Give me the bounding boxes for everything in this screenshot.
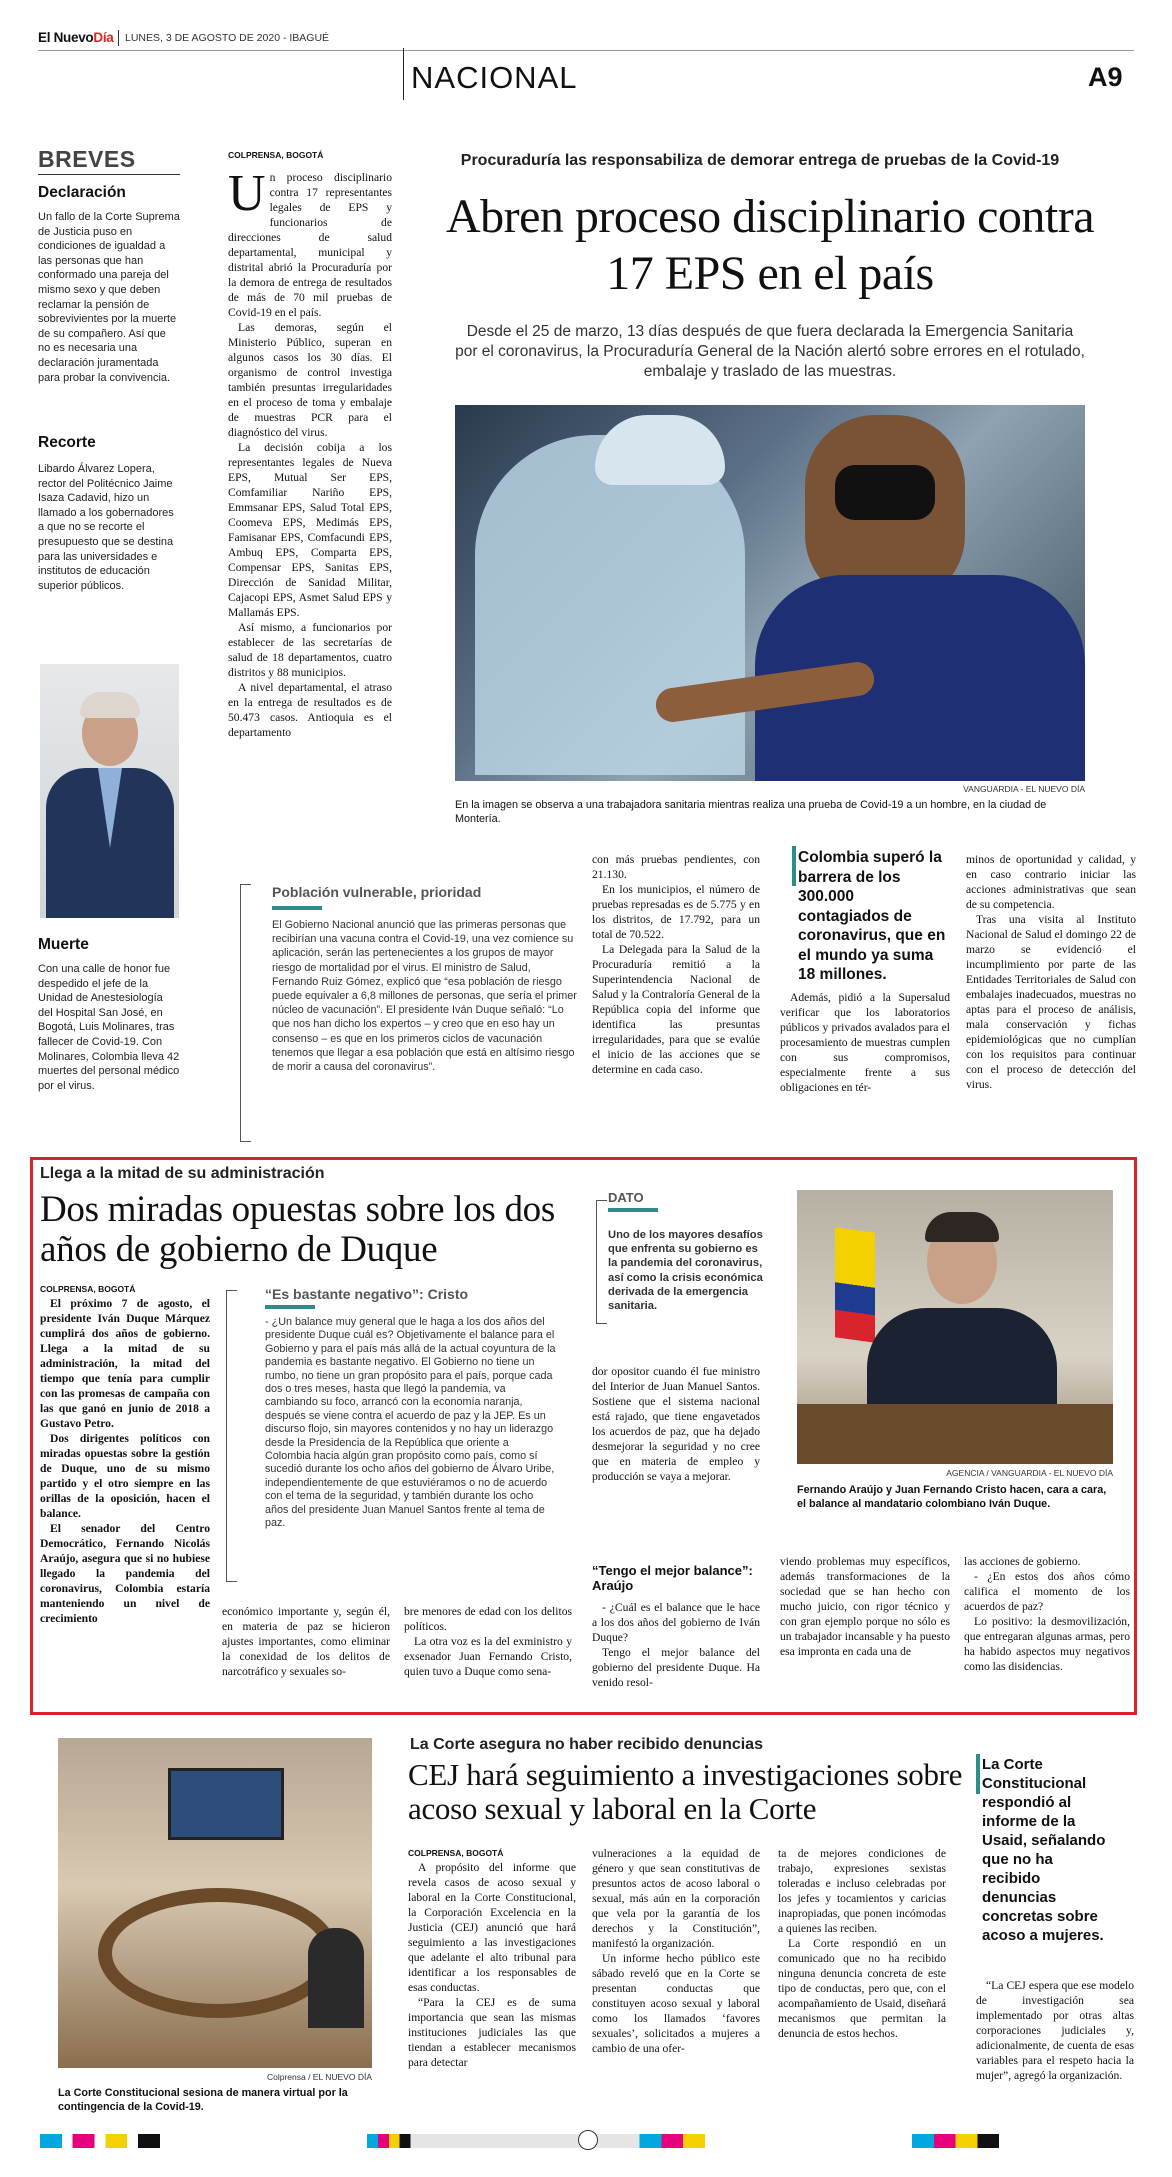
masthead-top-rule: [38, 50, 1134, 51]
dato-label: DATO: [608, 1190, 644, 1205]
eps-col3-p2: En los municipios, el número de pruebas represadas es de 5.775 y en los distritos, de 17.792, para un total de 70.522.: [592, 883, 760, 941]
masthead-divider: [118, 30, 119, 46]
duque-col3b-p2: La otra voz es la del exministro y exsenador Juan Fernando Cristo, quien tuvo a Duque como sena-: [404, 1635, 572, 1678]
eps-photo-mask: [835, 465, 935, 520]
duque-col1-p3: El senador del Centro Democrático, Fernando Nicolás Araújo, asegura que si no hubiese llegado la pandemia del coronavirus, Colombia estaría manteniendo un nivel de crecimiento: [40, 1522, 210, 1625]
eps-col1-p3: La decisión cobija a los representantes legales de Nueva EPS, Mutual Ser EPS, Comfamiliar Nariño EPS, Emmsanar EPS, Salud Total EPS, Coomeva EPS, Medimás EPS, Famisanar EPS, Comfacundi EPS, Ambuq EPS, Comparta EPS, Compensar EPS, Sanitas EPS, Dirección de Sanidad Militar, Cajacopi EPS, Asmet Salud EPS y Mallamás EPS.: [228, 441, 392, 619]
eps-col-1: [228, 170, 392, 852]
duque-col6-p3: Lo positivo: la desmovilización, que entregaran algunas armas, pero ha habido aspectos muy negativos como las disidencias.: [964, 1615, 1130, 1673]
cej-col2-p1: vulneraciones a la equidad de género y que sean constitutivas de presuntos actos de acoso laboral o sexual, más aún en la corporación que vela por la garantía de los derechos y la Constitución”, manifestó la organización.: [592, 1847, 760, 1950]
eps-col1-p1: n proceso disciplinario contra 17 representantes legales de EPS y funcionarios de direcciones de salud departamental, municipal y distrital abrió la Procuraduría por la demora de entrega de resultados de más de 70 mil pruebas de Covid-19 en el país.: [228, 171, 392, 319]
duque-kicker: Llega a la mitad de su administración: [40, 1165, 325, 1182]
duque-photo-desk: [797, 1404, 1113, 1464]
eps-photo-cap: [595, 415, 725, 485]
breve-3-body: Con una calle de honor fue despedido el jefe de la Unidad de Anestesiología del Hospital San José, en Bogotá, Luis Molinares, tras fallecer de Covid-19. Con Molinares, Colombia lleva 42 muertes del personal médico por el virus.: [38, 963, 180, 1092]
eps-col5-p1: minos de oportunidad y calidad, y en caso contrario iniciar las acciones administrativas que sean de su competencia.: [966, 853, 1136, 911]
duque-col-1: [40, 1296, 210, 1708]
duque-col4-p1: dor opositor cuando él fue ministro del Interior de Juan Manuel Santos. Sostiene que el sistema nacional está rajado, que tiene engavetados los acuerdos de paz, que ha dejado desmejorar la seguridad y no cree que en materia de empleo y producción se vaya a mejorar.: [592, 1365, 760, 1483]
cej-photo-person: [308, 1928, 364, 2028]
cej-photo: [58, 1738, 372, 2068]
eps-kicker: Procuraduría las responsabiliza de demorar entrega de pruebas de la Covid-19: [460, 152, 1060, 169]
duque-photo-suit: [867, 1308, 1057, 1418]
breves-portrait: [40, 664, 179, 918]
duque-col-2b: [222, 1604, 390, 1708]
duque-photo: [797, 1190, 1113, 1464]
eps-col4-text: Además, pidió a la Supersalud verificar que los laboratorios públicos y privados avalados para el procesamiento de muestras cumplen con sus compromisos, especialmente frente a sus obligaciones en tér-: [780, 991, 950, 1094]
eps-col1-p5: A nivel departamental, el atraso en la entrega de resultados es de 50.473 casos. Antioquia es el departamento: [228, 681, 392, 739]
date-line: LUNES, 3 DE AGOSTO DE 2020 - IBAGUÉ: [125, 32, 330, 44]
eps-col-5: [966, 852, 1136, 1142]
cej-kicker: La Corte asegura no haber recibido denuncias: [410, 1736, 763, 1753]
eps-col1-p2: Las demoras, según el Ministerio Público, superan en algunos casos los 30 días. El organismo de control investiga también presuntas irregularidades en el proceso de toma y embalaje de muestras PCR para el diagnóstico del virus.: [228, 321, 392, 439]
cej-col2-p2: Un informe hecho público este sábado reveló que en la Corte se presentan conductas que constituyen acoso sexual y laboral como los llamados ‘favores sexuales’, solicitados a mujeres a cambio de una ofer-: [592, 1952, 760, 2055]
eps-byline: COLPRENSA, BOGOTÁ: [228, 150, 324, 160]
duque-col3b-p1: bre menores de edad con los delitos políticos.: [404, 1605, 572, 1633]
cej-photo-screen: [168, 1768, 284, 1840]
breve-2-title: Recorte: [38, 434, 96, 451]
duque-subhead: “Tengo el mejor balance”: Araújo: [592, 1563, 753, 1593]
eps-col5-p2: Tras una visita al Instituto Nacional de Salud el domingo 22 de marzo se evidenció el incumplimiento por parte de las Entidades Territoriales de Salud con embalajes inadecuados, muestras no aptas para el proceso de análisis, mala conservación y fichas epidemiológicas que no cumplían con los requisitos para continuar con el proceso de detección del virus.: [966, 913, 1136, 1091]
duque-photo-hair: [925, 1212, 999, 1242]
eps-photo-caption: En la imagen se observa a una trabajadora sanitaria mientras realiza una prueba de Covid-19 a un hombre, en la ciudad de Montería.: [455, 799, 1047, 825]
duque-col6-p2: - ¿En estos dos años cómo califica el momento de los acuerdos de paz?: [964, 1570, 1130, 1613]
duque-photo-credit: AGENCIA / VANGUARDIA - EL NUEVO DÍA: [946, 1468, 1113, 1478]
cej-col1-p2: “Para la CEJ es de suma importancia que sean las mismas instituciones judiciales las que tiendan a establecer mecanismos para detectar: [408, 1996, 576, 2069]
eps-col-3: [592, 852, 760, 1142]
duque-quote-bracket: [226, 1290, 237, 1582]
duque-photo-flag: [835, 1227, 875, 1343]
cej-col-1: [408, 1860, 576, 2120]
dato-bracket: [596, 1200, 607, 1324]
cej-col3-p2: La Corte respondió en un comunicado que no ha recibido ninguna denuncia concreta de este tipo de conductas, pero que, con el acompañamiento de Usaid, diseñará mecanismos que permitan la denuncia de estos hechos.: [778, 1937, 946, 2040]
cej-photo-table: [98, 1888, 338, 2018]
cej-col4-text: “La CEJ espera que ese modelo de investigación sea implementado por otras altas corporaciones judiciales y, adicionalmente, de cuenta de esas variables para el respeto hacia la mujer”, agregó la organización.: [976, 1979, 1134, 2082]
eps-box-rule: [272, 906, 322, 910]
duque-byline: COLPRENSA, BOGOTÁ: [40, 1284, 136, 1294]
duque-col-6: [964, 1554, 1130, 1708]
cej-col3-p1: ta de mejores condiciones de trabajo, expresiones sexistas toleradas e incluso celebradas por los jefes y tocamientos y caricias inapropiadas, que ponen incómodas a quienes las reciben.: [778, 1847, 946, 1935]
cej-highlight: La Corte Constitucional respondió al informe de la Usaid, señalando que no ha recibido denuncias concretas sobre acoso a mujeres.: [982, 1756, 1106, 1944]
eps-headline: Abren proceso disciplinario contra 17 EPS en el país: [445, 190, 1095, 300]
duque-col6-p1: las acciones de gobierno.: [964, 1555, 1081, 1568]
cej-col-4: [976, 1978, 1134, 2120]
eps-highlight-rule: [792, 846, 796, 886]
registration-mark-icon: [578, 2130, 598, 2150]
duque-col5-text: viendo problemas muy específicos, además transformaciones de la sociedad que se han hecho con mucho juicio, con rigor técnico y con gran ejemplo porque no sólo es un trabajador incansable y ha puesto esa impronta en cada una de: [780, 1555, 950, 1658]
cej-headline: CEJ hará seguimiento a investigaciones sobre acoso sexual y laboral en la Corte: [408, 1757, 963, 1826]
breve-1-body: Un fallo de la Corte Suprema de Justicia puso en condiciones de igualdad a las personas que han conformado una pareja del mismo sexo y que deben reclamar la pensión de sobrevivientes por la muerte de su compañero. Así que no es necesaria una declaración juramentada para probar la convivencia.: [38, 211, 180, 384]
logo-text-a: El Nuevo: [38, 30, 94, 45]
breves-label: BREVES: [38, 146, 136, 172]
cej-photo-caption: La Corte Constitucional sesiona de manera virtual por la contingencia de la Covid-19.: [58, 2087, 348, 2113]
cej-photo-credit: Colprensa / EL NUEVO DÍA: [266, 2072, 372, 2082]
eps-deck: Desde el 25 de marzo, 13 días después de que fuera declarada la Emergencia Sanitaria por el coronavirus, la Procuraduría General de la Nación alertó sobre errores en el rotulado, embalaje y traslado de las muestras.: [455, 323, 1085, 380]
eps-photo-worker: [475, 435, 745, 775]
dato-rule: [608, 1208, 658, 1212]
section-divider: [403, 48, 404, 100]
duque-headline: Dos miradas opuestas sobre los dos años de gobierno de Duque: [40, 1189, 555, 1270]
section-title: NACIONAL: [411, 60, 578, 95]
duque-quote-text: - ¿Un balance muy general que le haga a los dos años del presidente Duque cuál es? Objetivamente el balance para el Gobierno y para el país más allá de la actual coyuntura de la pandemia es bastante negativo. El Gobierno no tiene un rumbo, no tiene un gran propósito para el país, porque cada dos o tres meses, hasta que llegó la pandemia, va cambiando su foco, arrancó con la economía naranja, después se viene contra el acuerdo de paz y la JEP. Es un discurso flojo, sin mayores contenidos y no hay un liderazgo desde la Presidencia de la República que oriente a Colombia hacia algún gran propósito como país, como sí sucedió durante los ocho años del gobierno de Álvaro Uribe, independientemente de que estuviéramos o no de acuerdo con el tema de la seguridad, y también durante los ocho años del presidente Juan Manuel Santos frente al tema de paz.: [265, 1316, 556, 1530]
duque-col-5: [780, 1554, 950, 1708]
duque-quote-title: “Es bastante negativo”: Cristo: [265, 1286, 469, 1302]
eps-col3-p1: con más pruebas pendientes, con 21.130.: [592, 853, 760, 881]
duque-col4b-p2: Tengo el mejor balance del gobierno del presidente Duque. Ha venido resol-: [592, 1646, 760, 1689]
cej-col1-p1: A propósito del informe que revela casos de acoso sexual y laboral en la Corte Constitucional, la Corporación Excelencia en la Justicia (CEJ) anunció que hará seguimiento a las investigaciones que adelante el alto tribunal para identificar a los responsables de esas conductas.: [408, 1861, 576, 1994]
page-number: A9: [1088, 62, 1123, 92]
eps-box-bracket: [240, 884, 251, 1142]
dato-text: Uno de los mayores desafíos que enfrenta su gobierno es la pandemia del coronavirus, así como la crisis económica derivada de la emergencia sanitaria.: [608, 1229, 763, 1313]
eps-col1-p4: Así mismo, a funcionarios por establecer de las secretarías de salud de 18 departamentos, cuatro distritos y 88 municipios.: [228, 621, 392, 679]
duque-photo-caption: Fernando Araújo y Juan Fernando Cristo hacen, cara a cara, el balance al mandatario colombiano Iván Duque.: [797, 1484, 1107, 1510]
cej-byline: COLPRENSA, BOGOTÁ: [408, 1848, 504, 1858]
duque-col1-p2: Dos dirigentes políticos con miradas opuestas sobre la gestión de Duque, uno de su mismo partido y el otro siempre en las orillas de la oposición, hacen el balance.: [40, 1432, 210, 1520]
breve-3-title: Muerte: [38, 936, 89, 953]
duque-col-3b: [404, 1604, 572, 1708]
portrait-hair: [80, 692, 140, 718]
logo-text-b: Día: [93, 30, 114, 45]
breve-1-title: Declaración: [38, 184, 126, 201]
eps-photo: [455, 405, 1085, 781]
cej-col-2: [592, 1846, 760, 2120]
masthead-logo: [38, 30, 113, 45]
eps-photo-credit: VANGUARDIA - EL NUEVO DÍA: [963, 784, 1085, 794]
breve-2-body: Libardo Álvarez Lopera, rector del Politécnico Jaime Isaza Cadavid, hizo un llamado a los gobernadores a que no se recorte el presupuesto que se destina para las universidades e institutos de educación superior públicos.: [38, 463, 174, 592]
cej-col-3: [778, 1846, 946, 2120]
duque-col-4: [592, 1364, 760, 1548]
duque-quote-rule: [265, 1305, 315, 1309]
duque-col4b-p1: - ¿Cuál es el balance que le hace a los dos años del gobierno de Iván Duque?: [592, 1601, 760, 1644]
duque-col-4b: [592, 1600, 760, 1708]
duque-col2b-text: económico importante y, según él, en materia de paz se hicieron ajustes importantes, como eliminar la conexidad de los delitos de narcotráfico y sexuales so-: [222, 1605, 390, 1678]
eps-highlight: Colombia superó la barrera de los 300.000 contagiados de coronavirus, que en el mundo ya suma 18 millones.: [798, 849, 946, 983]
eps-box-text: El Gobierno Nacional anunció que las primeras personas que recibirían una vacuna contra el Covid-19, una vez comience su aplicación, serán las pertenecientes a los grupos de mayor riesgo de mortalidad por el virus. El ministro de Salud, Fernando Ruiz Gómez, explicó que “esa población de riesgo puede equivaler a 6,8 millones de personas, que sería el primer núcleo de vacunación”. El presidente Iván Duque señaló: “Lo que nos han dicho los expertos – y creo que en eso hay un consenso – es que en los primeros ciclos de vacunación tenemos que llegar a esa población que está en altísimo riesgo de morir a causa del coronavirus”.: [272, 919, 577, 1074]
eps-dropcap: U: [228, 170, 266, 222]
eps-col-4: [780, 990, 950, 1140]
duque-col1-p1: El próximo 7 de agosto, el presidente Iván Duque Márquez cumplirá dos años de gobierno. Llega a la mitad de su administración, la mitad del tiempo que tenía para cumplir con las promesas de campaña con las que ganó en junio de 2018 a Gustavo Petro.: [40, 1297, 210, 1430]
cej-highlight-rule: [976, 1754, 980, 1794]
eps-col3-p3: La Delegada para la Salud de la Procuraduría remitió a la Superintendencia Nacional de Salud y la Contraloría General de la República copia del informe que identifica las presuntas irregularidades, para que se evalúe el inicio de las acciones que se determine en cada caso.: [592, 943, 760, 1076]
breves-rule: [38, 174, 180, 175]
eps-box-title: Población vulnerable, prioridad: [272, 884, 482, 900]
